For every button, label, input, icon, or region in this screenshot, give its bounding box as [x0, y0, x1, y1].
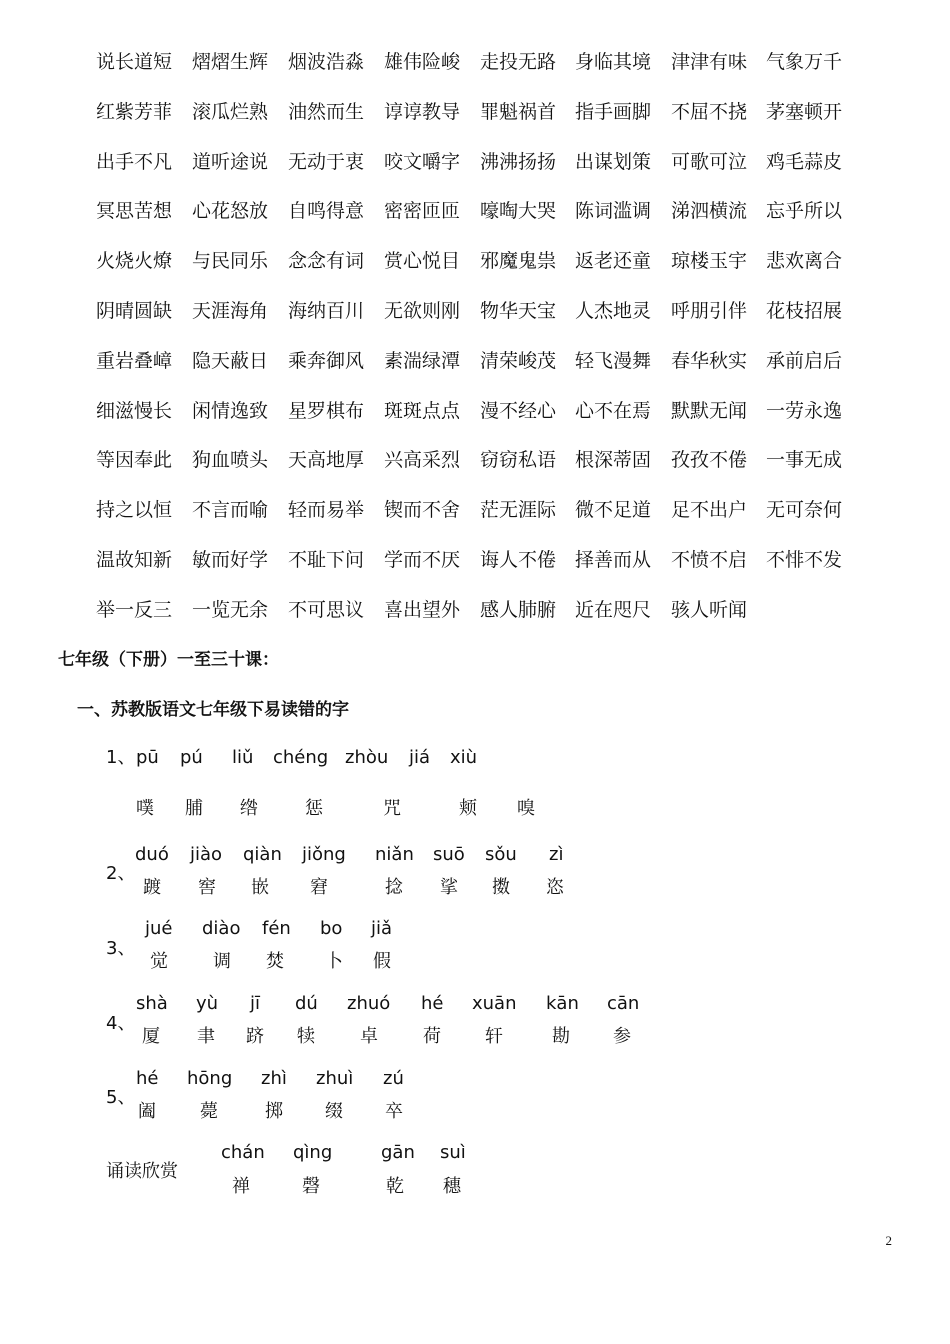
pinyin-label: hé [421, 993, 444, 1014]
idiom-cell: 根深蒂固 [575, 449, 652, 471]
idiom-cell: 忘乎所以 [766, 200, 843, 222]
idiom-cell: 隐天蔽日 [192, 350, 269, 372]
hanzi-char: 擞 [492, 877, 510, 898]
hanzi-char: 颊 [459, 798, 477, 819]
idiom-cell: 罪魁祸首 [480, 101, 557, 123]
idiom-cell: 红紫芳菲 [96, 101, 173, 123]
idiom-cell: 出手不凡 [96, 151, 173, 173]
pinyin-label: bo [320, 918, 343, 939]
idiom-cell: 清荣峻茂 [480, 350, 557, 372]
idiom-cell: 孜孜不倦 [671, 449, 748, 471]
idiom-cell: 春华秋实 [671, 350, 748, 372]
idiom-cell: 物华天宝 [480, 300, 557, 322]
hanzi-char: 磬 [302, 1176, 320, 1197]
idiom-cell: 海纳百川 [288, 300, 365, 322]
idiom-cell: 天高地厚 [288, 449, 365, 471]
idiom-cell: 谆谆教导 [384, 101, 461, 123]
idiom-cell: 陈词滥调 [575, 200, 652, 222]
idiom-cell: 斑斑点点 [384, 400, 461, 422]
idiom-cell: 敏而好学 [192, 549, 269, 571]
idiom-cell: 诲人不倦 [480, 549, 557, 571]
hanzi-char: 穗 [443, 1176, 461, 1197]
idiom-cell: 道听途说 [192, 151, 269, 173]
pinyin-label: chéng [273, 747, 329, 768]
idiom-cell: 闲情逸致 [192, 400, 269, 422]
idiom-cell: 持之以恒 [96, 499, 173, 521]
pinyin-label: qìng [293, 1142, 333, 1163]
idiom-cell: 骇人听闻 [671, 599, 748, 621]
idiom-cell: 轻而易举 [288, 499, 365, 521]
hanzi-char: 参 [613, 1026, 631, 1047]
hanzi-char: 踱 [143, 877, 161, 898]
idiom-cell: 近在咫尺 [575, 599, 652, 621]
idiom-cell: 温故知新 [96, 549, 173, 571]
idiom-cell: 火烧火燎 [96, 250, 173, 272]
pinyin-label: zhì [261, 1068, 287, 1089]
page-number: 2 [885, 1233, 892, 1248]
idiom-cell: 返老还童 [575, 250, 652, 272]
pinyin-label: yù [196, 993, 219, 1014]
pinyin-label: qiàn [243, 844, 282, 865]
idiom-cell: 天涯海角 [192, 300, 269, 322]
idiom-cell: 气象万千 [766, 51, 843, 73]
idiom-cell: 赏心悦目 [384, 250, 461, 272]
idiom-cell: 茫无涯际 [480, 499, 557, 521]
group-number: 4、 [106, 1013, 136, 1034]
section-heading-grade7-vol2: 七年级（下册）一至三十课： [58, 650, 279, 670]
hanzi-char: 假 [373, 951, 391, 972]
idiom-cell: 星罗棋布 [288, 400, 365, 422]
idiom-cell: 无可奈何 [766, 499, 843, 521]
idiom-cell: 无欲则刚 [384, 300, 461, 322]
idiom-cell: 自鸣得意 [288, 200, 365, 222]
hanzi-char: 窘 [310, 877, 328, 898]
idiom-cell: 身临其境 [575, 51, 652, 73]
idiom-cell: 指手画脚 [575, 101, 652, 123]
idiom-cell: 烟波浩淼 [288, 51, 365, 73]
idiom-cell: 乘奔御风 [288, 350, 365, 372]
group-number: 3、 [106, 938, 136, 959]
pinyin-label: gān [381, 1142, 415, 1163]
pinyin-label: xiù [450, 747, 478, 768]
idiom-cell: 兴高采烈 [384, 449, 461, 471]
idiom-cell: 不耻下问 [288, 549, 365, 571]
idiom-cell: 呼朋引伴 [671, 300, 748, 322]
hanzi-char: 卓 [360, 1026, 378, 1047]
idiom-cell: 一劳永逸 [766, 400, 843, 422]
idiom-cell: 喜出望外 [384, 599, 461, 621]
idiom-cell: 出谋划策 [575, 151, 652, 173]
idiom-cell: 轻飞漫舞 [575, 350, 652, 372]
idiom-cell: 滚瓜烂熟 [192, 101, 269, 123]
hanzi-char: 咒 [383, 798, 401, 819]
idiom-cell: 邪魔鬼祟 [480, 250, 557, 272]
idiom-cell: 与民同乐 [192, 250, 269, 272]
idiom-cell: 津津有味 [671, 51, 748, 73]
idiom-cell: 择善而从 [575, 549, 652, 571]
idiom-cell: 嚎啕大哭 [480, 200, 557, 222]
pinyin-label: chán [221, 1142, 265, 1163]
section-heading-misread-chars: 一、苏教版语文七年级下易读错的字 [77, 700, 349, 720]
pinyin-label: cān [607, 993, 640, 1014]
hanzi-char: 掷 [265, 1101, 283, 1122]
idiom-cell: 茅塞顿开 [766, 101, 843, 123]
pinyin-label: zhòu [345, 747, 389, 768]
idiom-cell: 油然而生 [288, 101, 365, 123]
idiom-cell: 鸡毛蒜皮 [766, 151, 843, 173]
pinyin-label: dú [295, 993, 318, 1014]
idiom-cell: 心不在焉 [575, 400, 652, 422]
group-number: 5、 [106, 1087, 136, 1108]
idiom-cell: 等因奉此 [96, 449, 173, 471]
idiom-cell: 咬文嚼字 [384, 151, 461, 173]
pinyin-label: niǎn [375, 844, 414, 865]
pinyin-label: fén [262, 918, 291, 939]
pinyin-label: zhuì [316, 1068, 354, 1089]
hanzi-char: 厦 [142, 1026, 160, 1047]
pinyin-label: suō [433, 844, 465, 865]
idiom-cell: 不可思议 [288, 599, 365, 621]
idiom-cell: 雄伟险峻 [384, 51, 461, 73]
idiom-cell: 感人肺腑 [480, 599, 557, 621]
hanzi-char: 轩 [485, 1026, 503, 1047]
hanzi-char: 捻 [385, 877, 403, 898]
hanzi-char: 阖 [138, 1101, 156, 1122]
pinyin-label: zú [383, 1068, 404, 1089]
idiom-cell: 琼楼玉宇 [671, 250, 748, 272]
idiom-cell: 细滋慢长 [96, 400, 173, 422]
group-number: 1、 [106, 747, 136, 768]
idiom-cell: 不悱不发 [766, 549, 843, 571]
hanzi-char: 挲 [440, 877, 458, 898]
idiom-cell: 素湍绿潭 [384, 350, 461, 372]
idiom-cell: 足不出户 [671, 499, 748, 521]
hanzi-char: 卒 [385, 1101, 403, 1122]
pinyin-label: jī [250, 993, 261, 1014]
hanzi-char: 绺 [240, 798, 258, 819]
hanzi-char: 卜 [325, 951, 343, 972]
hanzi-char: 勘 [552, 1026, 570, 1047]
idiom-cell: 熠熠生辉 [192, 51, 269, 73]
pinyin-label: duó [135, 844, 169, 865]
idiom-cell: 不屈不挠 [671, 101, 748, 123]
hanzi-char: 惩 [305, 798, 323, 819]
pinyin-label: hé [136, 1068, 159, 1089]
group-number: 2、 [106, 863, 136, 884]
pinyin-label: pú [180, 747, 203, 768]
hanzi-char: 恣 [546, 877, 564, 898]
idiom-cell: 涕泗横流 [671, 200, 748, 222]
hanzi-char: 脯 [185, 798, 203, 819]
hanzi-char: 觉 [150, 951, 168, 972]
idiom-cell: 窃窃私语 [480, 449, 557, 471]
idiom-cell: 密密匝匝 [384, 200, 461, 222]
pinyin-label: shà [136, 993, 168, 1014]
pinyin-label: liǔ [232, 747, 254, 768]
hanzi-char: 噗 [136, 798, 154, 819]
idiom-cell: 漫不经心 [480, 400, 557, 422]
pinyin-label: zì [549, 844, 564, 865]
hanzi-char: 跻 [246, 1026, 264, 1047]
group-number: 诵读欣赏 [106, 1161, 178, 1182]
hanzi-char: 乾 [386, 1176, 404, 1197]
idiom-cell: 锲而不舍 [384, 499, 461, 521]
idiom-cell: 重岩叠嶂 [96, 350, 173, 372]
pinyin-label: sǒu [485, 844, 517, 865]
hanzi-char: 禅 [232, 1176, 250, 1197]
idiom-cell: 承前启后 [766, 350, 843, 372]
idiom-cell: 微不足道 [575, 499, 652, 521]
pinyin-label: hōng [187, 1068, 233, 1089]
idiom-cell: 狗血喷头 [192, 449, 269, 471]
idiom-cell: 学而不厌 [384, 549, 461, 571]
idiom-cell: 心花怒放 [192, 200, 269, 222]
idiom-cell: 花枝招展 [766, 300, 843, 322]
hanzi-char: 嵌 [251, 877, 269, 898]
pinyin-label: xuān [472, 993, 517, 1014]
idiom-cell: 沸沸扬扬 [480, 151, 557, 173]
idiom-cell: 举一反三 [96, 599, 173, 621]
idiom-cell: 阴晴圆缺 [96, 300, 173, 322]
idiom-cell: 说长道短 [96, 51, 173, 73]
idiom-cell: 一事无成 [766, 449, 843, 471]
idiom-cell: 走投无路 [480, 51, 557, 73]
idiom-cell: 不言而喻 [192, 499, 269, 521]
pinyin-label: jiǎ [371, 918, 393, 939]
hanzi-char: 调 [213, 951, 231, 972]
hanzi-char: 薨 [200, 1101, 218, 1122]
idiom-cell: 冥思苦想 [96, 200, 173, 222]
pinyin-label: kān [546, 993, 579, 1014]
pinyin-label: pū [136, 747, 159, 768]
pinyin-label: zhuó [347, 993, 391, 1014]
hanzi-char: 荷 [423, 1026, 441, 1047]
pinyin-label: diào [202, 918, 241, 939]
hanzi-char: 聿 [197, 1026, 215, 1047]
idiom-cell: 人杰地灵 [575, 300, 652, 322]
idiom-cell: 悲欢离合 [766, 250, 843, 272]
idiom-cell: 默默无闻 [671, 400, 748, 422]
idiom-cell: 无动于衷 [288, 151, 365, 173]
hanzi-char: 窖 [198, 877, 216, 898]
hanzi-char: 嗅 [517, 798, 535, 819]
idiom-cell: 不愤不启 [671, 549, 748, 571]
hanzi-char: 缀 [325, 1101, 343, 1122]
idiom-cell: 一览无余 [192, 599, 269, 621]
pinyin-label: jiǒng [302, 844, 346, 865]
pinyin-label: suì [440, 1142, 466, 1163]
idiom-cell: 可歌可泣 [671, 151, 748, 173]
hanzi-char: 犊 [297, 1026, 315, 1047]
pinyin-label: jué [145, 918, 173, 939]
pinyin-label: jiá [409, 747, 431, 768]
hanzi-char: 焚 [266, 951, 284, 972]
idiom-cell: 念念有词 [288, 250, 365, 272]
pinyin-label: jiào [190, 844, 223, 865]
